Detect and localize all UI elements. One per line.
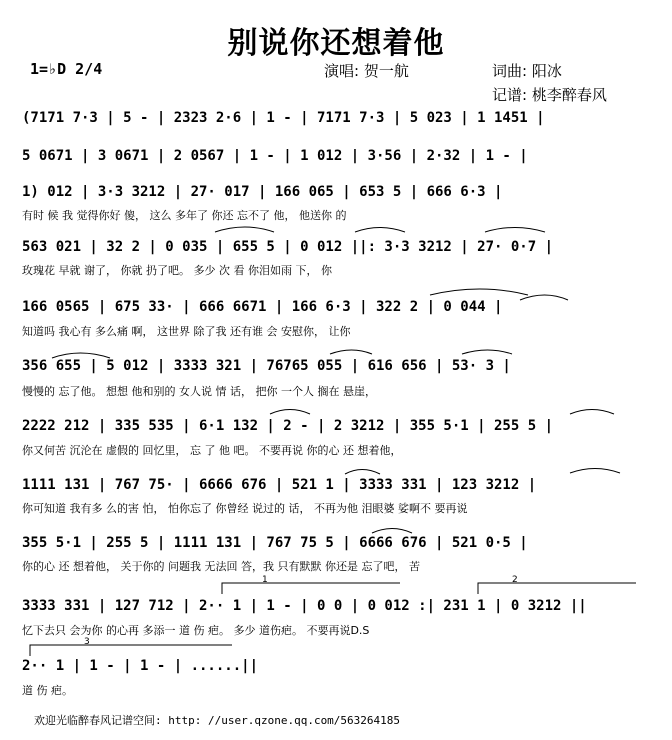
singer-credit: 演唱: 贺一航 xyxy=(324,62,409,80)
volta-second-number: 2 xyxy=(512,575,518,585)
notation-row: 1111 131 | 767 75· | 6666 676 | 521 1 | 3333 331 | 123 3212 | xyxy=(22,477,537,493)
notation-row: 355 5·1 | 255 5 | 1111 131 | 767 75 5 | 6666 676 | 521 0·5 | xyxy=(22,535,528,551)
volta-brackets xyxy=(30,583,636,656)
lyric-line: 你可知道 我有多 么的害 怕， 怕你忘了 你曾经 说过的 话， 不再为他 泪眼婆 娑啊不 要再说 xyxy=(22,502,468,515)
composer-credit: 词曲: 阳冰 xyxy=(492,62,562,80)
lyric-line: 玫瑰花 早就 谢了， 你就 扔了吧。 多少 次 看 你泪如雨 下， 你 xyxy=(22,264,332,277)
volta-third-bracket xyxy=(30,645,232,656)
slur xyxy=(485,228,545,233)
slur xyxy=(462,350,512,354)
lyric-line: 知道吗 我心有 多么痛 啊， 这世界 除了我 还有谁 会 安慰你， 让你 xyxy=(22,325,351,338)
slur xyxy=(345,470,380,475)
notation-row: 2·· 1 | 1 - | 1 - | ......|| xyxy=(22,658,259,674)
transcriber-credit: 记谱: 桃李醉春风 xyxy=(492,86,607,104)
volta-first-number: 1 xyxy=(262,575,268,585)
volta-first-bracket xyxy=(222,583,400,594)
volta-third-number: 3 xyxy=(84,637,90,647)
notation-row: 3333 331 | 127 712 | 2·· 1 | 1 - | 0 0 | 0 012 :| 231 1 | 0 3212 || xyxy=(22,598,587,614)
slur xyxy=(215,227,274,232)
slur xyxy=(330,350,372,354)
notation-row: 563 021 | 32 2 | 0 035 | 655 5 | 0 012 ||: 3·3 3212 | 27· 0·7 | xyxy=(22,239,554,255)
notation-row: (7171 7·3 | 5 - | 2323 2·6 | 1 - | 7171 7·3 | 5 023 | 1 1451 | xyxy=(22,110,545,126)
lyric-line: 你又何苦 沉沦在 虚假的 回忆里， 忘 了 他 吧。 不要再说 你的心 还 想着他， xyxy=(22,444,402,457)
key-signature: 1=♭D 2/4 xyxy=(30,60,103,78)
notation-row: 166 0565 | 675 33· | 666 6671 | 166 6·3 | 322 2 | 0 044 | xyxy=(22,299,503,315)
lyric-line: 忆下去只 会为你 的心再 多添一 道 伤 疤。 多少 道伤疤。 不要再说D.S xyxy=(22,624,370,637)
volta-second-bracket xyxy=(478,583,636,594)
lyric-line: 你的心 还 想着他， 关于你的 问题我 无法回 答，我 只有默默 你还是 忘了吧， 苦 xyxy=(22,560,420,573)
slur xyxy=(355,228,405,233)
lyric-line: 有时 候 我 觉得你好 傻， 这么 多年了 你还 忘不了 他， 他送你 的 xyxy=(22,209,347,222)
notation-row: 2222 212 | 335 535 | 6·1 132 | 2 - | 2 3212 | 355 5·1 | 255 5 | xyxy=(22,418,554,434)
notation-row: 1) 012 | 3·3 3212 | 27· 017 | 166 065 | 653 5 | 666 6·3 | xyxy=(22,184,503,200)
song-title: 别说你还想着他 xyxy=(227,26,445,61)
notation-row: 5 0671 | 3 0671 | 2 0567 | 1 - | 1 012 | 3·56 | 2·32 | 1 - | xyxy=(22,148,528,164)
slur xyxy=(570,410,614,415)
footer-text: 欢迎光临醉春风记谱空间: http: //user.qzone.qq.com/563264185 xyxy=(34,714,401,727)
slur xyxy=(270,410,310,415)
slur xyxy=(430,289,528,295)
lyric-line: 道 伤 疤。 xyxy=(22,684,73,697)
lyric-line: 慢慢的 忘了他。 想想 他和别的 女人说 情 话， 把你 一个人 搁在 悬崖， xyxy=(22,385,376,398)
notation-row: 356 655 | 5 012 | 3333 321 | 76765 055 | 616 656 | 53· 3 | xyxy=(22,358,511,374)
slur xyxy=(570,469,620,474)
